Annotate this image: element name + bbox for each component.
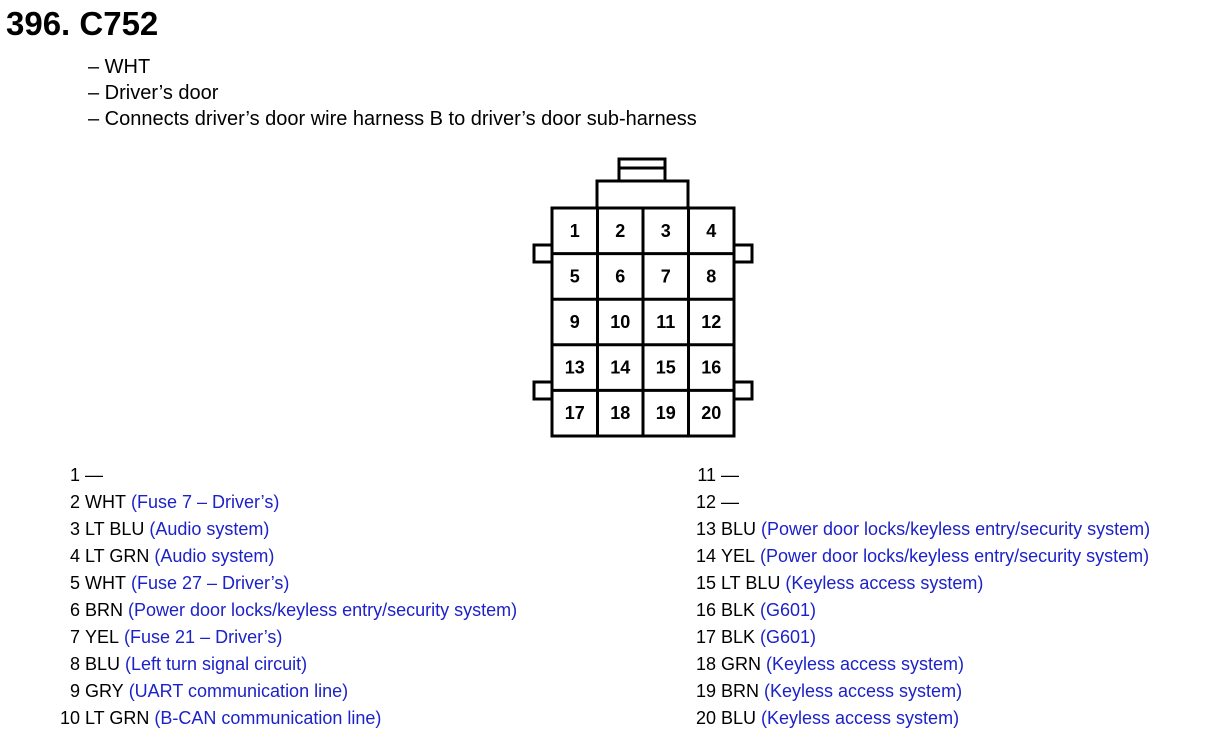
pin-circuit: (Left turn signal circuit) [125,654,308,674]
pin-wire-color: — [721,465,739,485]
pin-row [640,705,1220,732]
connector-location: – Driver’s door [88,82,219,104]
pin-number: 19 [695,681,716,701]
pin-circuit: (Keyless access system) [766,654,965,674]
pin-wire-color: GRN [721,654,761,674]
pin-number: 16 [695,600,716,620]
pin-wire-color: LT GRN [85,708,150,728]
cavity-number: 1 [569,220,580,241]
pin-number: 13 [695,519,716,539]
pin-row [0,651,620,678]
pin-number: 7 [69,627,80,647]
pin-circuit: (Audio system) [149,519,270,539]
pin-wire-color: GRY [85,681,124,701]
pin-row [640,570,1220,597]
cavity-number: 14 [610,357,631,378]
cavity-number: 19 [655,403,676,424]
pin-circuit: (Keyless access system) [785,573,984,593]
pin-row [640,624,1220,651]
cavity-number: 4 [706,220,717,241]
pin-wire-color: BRN [85,600,124,620]
pin-circuit: (Fuse 7 – Driver’s) [130,492,280,512]
pin-row [640,543,1220,570]
connector-tab-left-bottom [534,382,552,399]
pin-wire-color: — [721,492,739,512]
pin-number: 3 [69,519,80,539]
pin-row [0,705,620,732]
pin-number: 1 [69,465,80,485]
pin-wire-color: BLK [721,600,756,620]
connector-description [88,54,697,132]
pin-wire-color: BLU [85,654,121,674]
connector-tab-right-top [734,245,752,262]
pin-wire-color: — [85,465,103,485]
pin-row [640,678,1220,705]
connector-function: – Connects driver’s door wire harness B to driver’s door sub-harness [88,108,697,130]
pin-wire-color: WHT [85,573,126,593]
pin-row [0,489,620,516]
pin-wire-color: BLK [721,627,756,647]
pin-circuit: (Fuse 21 – Driver’s) [124,627,283,647]
cavity-number: 6 [615,266,626,287]
pin-row [0,597,620,624]
pin-row [640,489,1220,516]
connector-tab-right-bottom [734,382,752,399]
pin-wire-color: BRN [721,681,760,701]
connector-hood [597,181,688,208]
pin-circuit: (Keyless access system) [764,681,963,701]
cavity-number: 5 [569,266,580,287]
pin-circuit: (Power door locks/keyless entry/security system) [128,600,518,620]
pin-circuit: (UART communication line) [128,681,349,701]
pin-list-right [640,462,1220,732]
pin-row [0,570,620,597]
pin-circuit: (B-CAN communication line) [154,708,382,728]
pin-row [640,516,1220,543]
pin-wire-color: BLU [721,708,757,728]
pin-row [640,462,1220,489]
pin-number: 4 [69,546,80,566]
pin-wire-color: BLU [721,519,757,539]
pin-row [0,624,620,651]
cavity-number: 13 [564,357,585,378]
cavity-number: 18 [610,403,631,424]
cavity-number: 3 [660,220,671,241]
pin-row [640,651,1220,678]
pin-row [0,543,620,570]
connector-color: – WHT [88,56,151,78]
pin-number: 18 [695,654,716,674]
pin-circuit: (Fuse 27 – Driver’s) [130,573,290,593]
cavity-number: 12 [701,312,722,332]
pin-number: 2 [69,492,80,512]
pin-wire-color: LT BLU [85,519,145,539]
pin-wire-color: WHT [85,492,126,512]
pin-number: 6 [69,600,80,620]
pin-wire-color: LT BLU [721,573,781,593]
pin-circuit: (Power door locks/keyless entry/security system) [761,519,1151,539]
cavity-number: 10 [610,312,631,332]
cavity-number: 16 [701,357,722,378]
pin-row [0,678,620,705]
pin-list-left [0,462,620,732]
connector-tab-left-top [534,245,552,262]
pin-row [640,597,1220,624]
cavity-number: 8 [706,266,717,287]
pin-circuit: (Keyless access system) [761,708,960,728]
pin-number: 20 [695,708,716,728]
pin-circuit: (G601) [760,627,817,647]
pin-number: 10 [59,708,80,728]
connector-diagram [530,156,756,442]
pin-circuit: (Power door locks/keyless entry/security system) [760,546,1150,566]
cavity-number: 15 [655,357,676,378]
pin-circuit: (Audio system) [154,546,275,566]
pin-number: 11 [697,465,716,485]
cavity-number: 7 [660,266,671,287]
pin-number: 15 [695,573,716,593]
pin-number: 8 [69,654,80,674]
pin-wire-color: LT GRN [85,546,150,566]
pin-number: 9 [69,681,80,701]
cavity-number: 20 [701,403,722,424]
connector-title: 396. C752 [6,5,159,42]
pin-row [0,516,620,543]
pin-wire-color: YEL [721,546,756,566]
pin-row [0,462,620,489]
pin-circuit: (G601) [760,600,817,620]
pin-number: 17 [695,627,716,647]
cavity-number: 9 [569,312,580,332]
pin-number: 12 [695,492,716,512]
connector-latch [619,159,665,181]
cavity-number: 17 [564,403,585,424]
pin-number: 14 [695,546,716,566]
pin-number: 5 [69,573,80,593]
cavity-number: 2 [615,220,626,241]
cavity-number: 11 [656,312,676,332]
pin-wire-color: YEL [85,627,120,647]
